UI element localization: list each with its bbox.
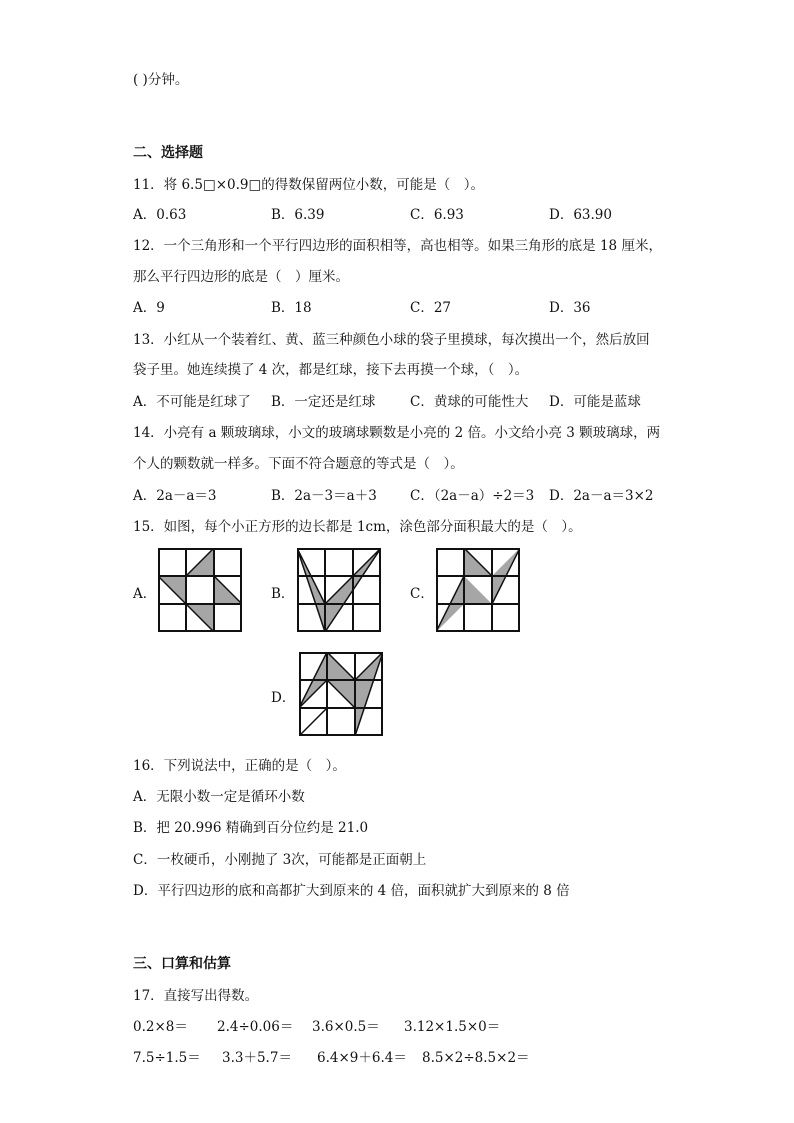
q15-figure-a-label[interactable]: A． [133,586,157,602]
question-12-stem-line1: 12．一个三角形和一个平行四边形的面积相等，高也相等。如果三角形的底是 18 厘米， [133,238,662,254]
calc-item: 3.12×1.5×0＝ [404,1019,501,1035]
q13-option-b[interactable]: B．一定还是红球 [271,394,376,410]
question-11-stem: 11．将 6.5□×0.9□的得数保留两位小数，可能是（ ）。 [133,177,484,193]
q11-option-b[interactable]: B．6.39 [271,207,325,223]
question-17-stem: 17．直接写出得数。 [133,988,259,1004]
q14-option-d[interactable]: D．2a－a＝3×2 [549,488,654,504]
q12-option-a[interactable]: A．9 [133,300,165,316]
q15-figure-b-label[interactable]: B． [271,586,295,602]
calc-item: 7.5÷1.5＝ [133,1050,201,1066]
q16-option-d[interactable]: D．平行四边形的底和高都扩大到原来的 4 倍，面积就扩大到原来的 8 倍 [133,883,570,899]
q12-option-d[interactable]: D．36 [549,300,591,316]
calc-item: 3.3＋5.7＝ [222,1050,292,1066]
q12-option-b[interactable]: B．18 [271,300,312,316]
q15-figure-c-label[interactable]: C． [410,586,434,602]
q15-figure-b[interactable] [297,548,381,632]
q14-option-a[interactable]: A．2a－a＝3 [133,488,217,504]
section-title-mental-calc: 三、口算和估算 [133,956,231,972]
question-14-stem-line2: 个人的颗数就一样多。下面不符合题意的等式是（ ）。 [133,456,464,472]
question-12-stem-line2: 那么平行四边形的底是（ ）厘米。 [133,269,349,285]
question-13-stem-line1: 13．小红从一个装着红、黄、蓝三种颜色小球的袋子里摸球，每次摸出一个，然后放回 [133,332,650,348]
calc-item: 3.6×0.5＝ [312,1019,380,1035]
question-15-stem: 15．如图，每个小正方形的边长都是 1cm，涂色部分面积最大的是（ ）。 [133,519,582,535]
q15-figure-d-label[interactable]: D． [271,690,296,706]
q12-option-c[interactable]: C．27 [410,300,452,316]
calc-item: 0.2×8＝ [133,1019,188,1035]
question-16-stem: 16．下列说法中，正确的是（ ）。 [133,758,346,774]
section-title-choice: 二、选择题 [133,145,203,161]
q13-option-c[interactable]: C．黄球的可能性大 [410,394,529,410]
q14-option-b[interactable]: B．2a－3＝a＋3 [271,488,377,504]
q15-figure-d[interactable] [299,652,383,736]
q16-option-b[interactable]: B．把 20.996 精确到百分位约是 21.0 [133,820,369,836]
q11-option-a[interactable]: A．0.63 [133,207,187,223]
q13-option-a[interactable]: A．不可能是红球了 [133,394,251,410]
question-14-stem-line1: 14．小亮有 a 颗玻璃球，小文的玻璃球颗数是小亮的 2 倍。小文给小亮 3 颗玻璃球，两 [133,425,661,441]
calc-item: 6.4×9＋6.4＝ [317,1050,407,1066]
calc-item: 8.5×2÷8.5×2＝ [422,1050,530,1066]
q16-option-c[interactable]: C．一枚硬币，小刚抛了 3次，可能都是正面朝上 [133,852,427,868]
question-13-stem-line2: 袋子里。她连续摸了 4 次，都是红球，接下去再摸一个球，（ ）。 [133,362,529,378]
q11-option-c[interactable]: C．6.93 [410,207,464,223]
q15-figure-c[interactable] [436,548,520,632]
q16-option-a[interactable]: A．无限小数一定是循环小数 [133,789,305,805]
q14-option-c[interactable]: C．（2a－a）÷2＝3 [410,488,535,504]
q15-figure-a[interactable] [158,548,242,632]
calc-item: 2.4÷0.06＝ [217,1019,294,1035]
q11-option-d[interactable]: D．63.90 [549,207,612,223]
answer-blank-line: ( )分钟。 [133,72,189,88]
q13-option-d[interactable]: D．可能是蓝球 [549,394,641,410]
